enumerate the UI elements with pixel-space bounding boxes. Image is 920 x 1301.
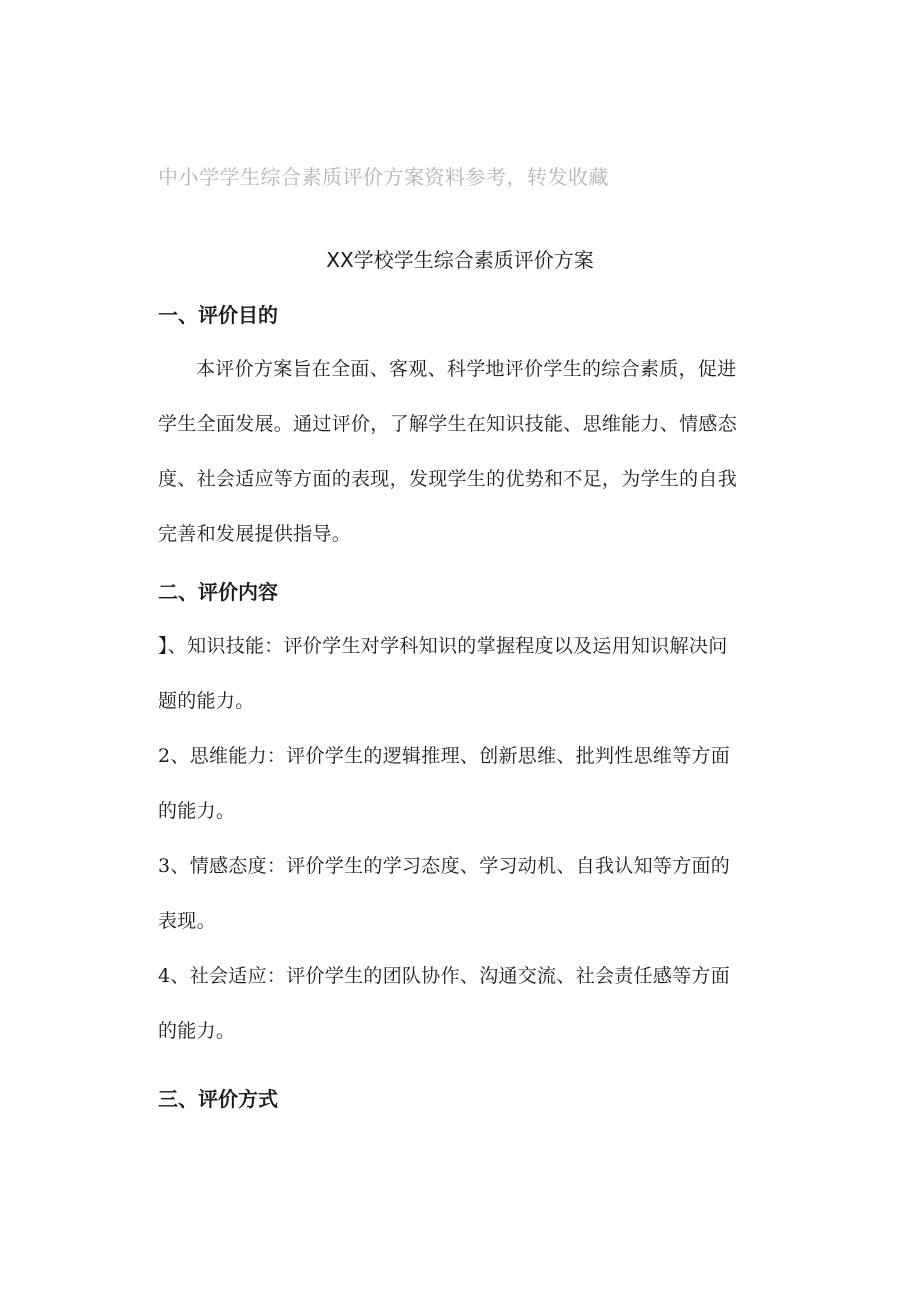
list-item-knowledge-line1: 】、知识技能：评价学生对学科知识的掌握程度以及运用知识解决问 [158, 635, 728, 657]
watermark-text: 中小学学生综合素质评价方案资料参考，转发收藏 [158, 165, 609, 189]
section-heading-purpose: 一、评价目的 [158, 303, 278, 327]
section-heading-method: 三、评价方式 [158, 1087, 278, 1111]
list-item-social-line2: 的能力。 [158, 1020, 236, 1042]
document-title: XX学校学生综合素质评价方案 [326, 248, 594, 272]
list-item-attitude-line2: 表现。 [158, 910, 216, 932]
list-item-thinking-line2: 的能力。 [158, 800, 236, 822]
list-item-social-line1: 4、社会适应：评价学生的团队协作、沟通交流、社会责任感等方面 [158, 965, 731, 987]
paragraph-line: 完善和发展提供指导。 [158, 523, 352, 545]
paragraph-line: 度、社会适应等方面的表现，发现学生的优势和不足，为学生的自我 [158, 468, 738, 490]
list-item-thinking-line1: 2、思维能力：评价学生的逻辑推理、创新思维、批判性思维等方面 [158, 745, 731, 767]
list-item-attitude-line1: 3、情感态度：评价学生的学习态度、学习动机、自我认知等方面的 [158, 855, 731, 877]
section-heading-content: 二、评价内容 [158, 580, 278, 604]
paragraph-line: 学生全面发展。通过评价，了解学生在知识技能、思维能力、情感态 [158, 413, 738, 435]
paragraph-line: 本评价方案旨在全面、客观、科学地评价学生的综合素质，促进 [196, 358, 737, 380]
list-item-knowledge-line2: 题的能力。 [158, 690, 255, 712]
